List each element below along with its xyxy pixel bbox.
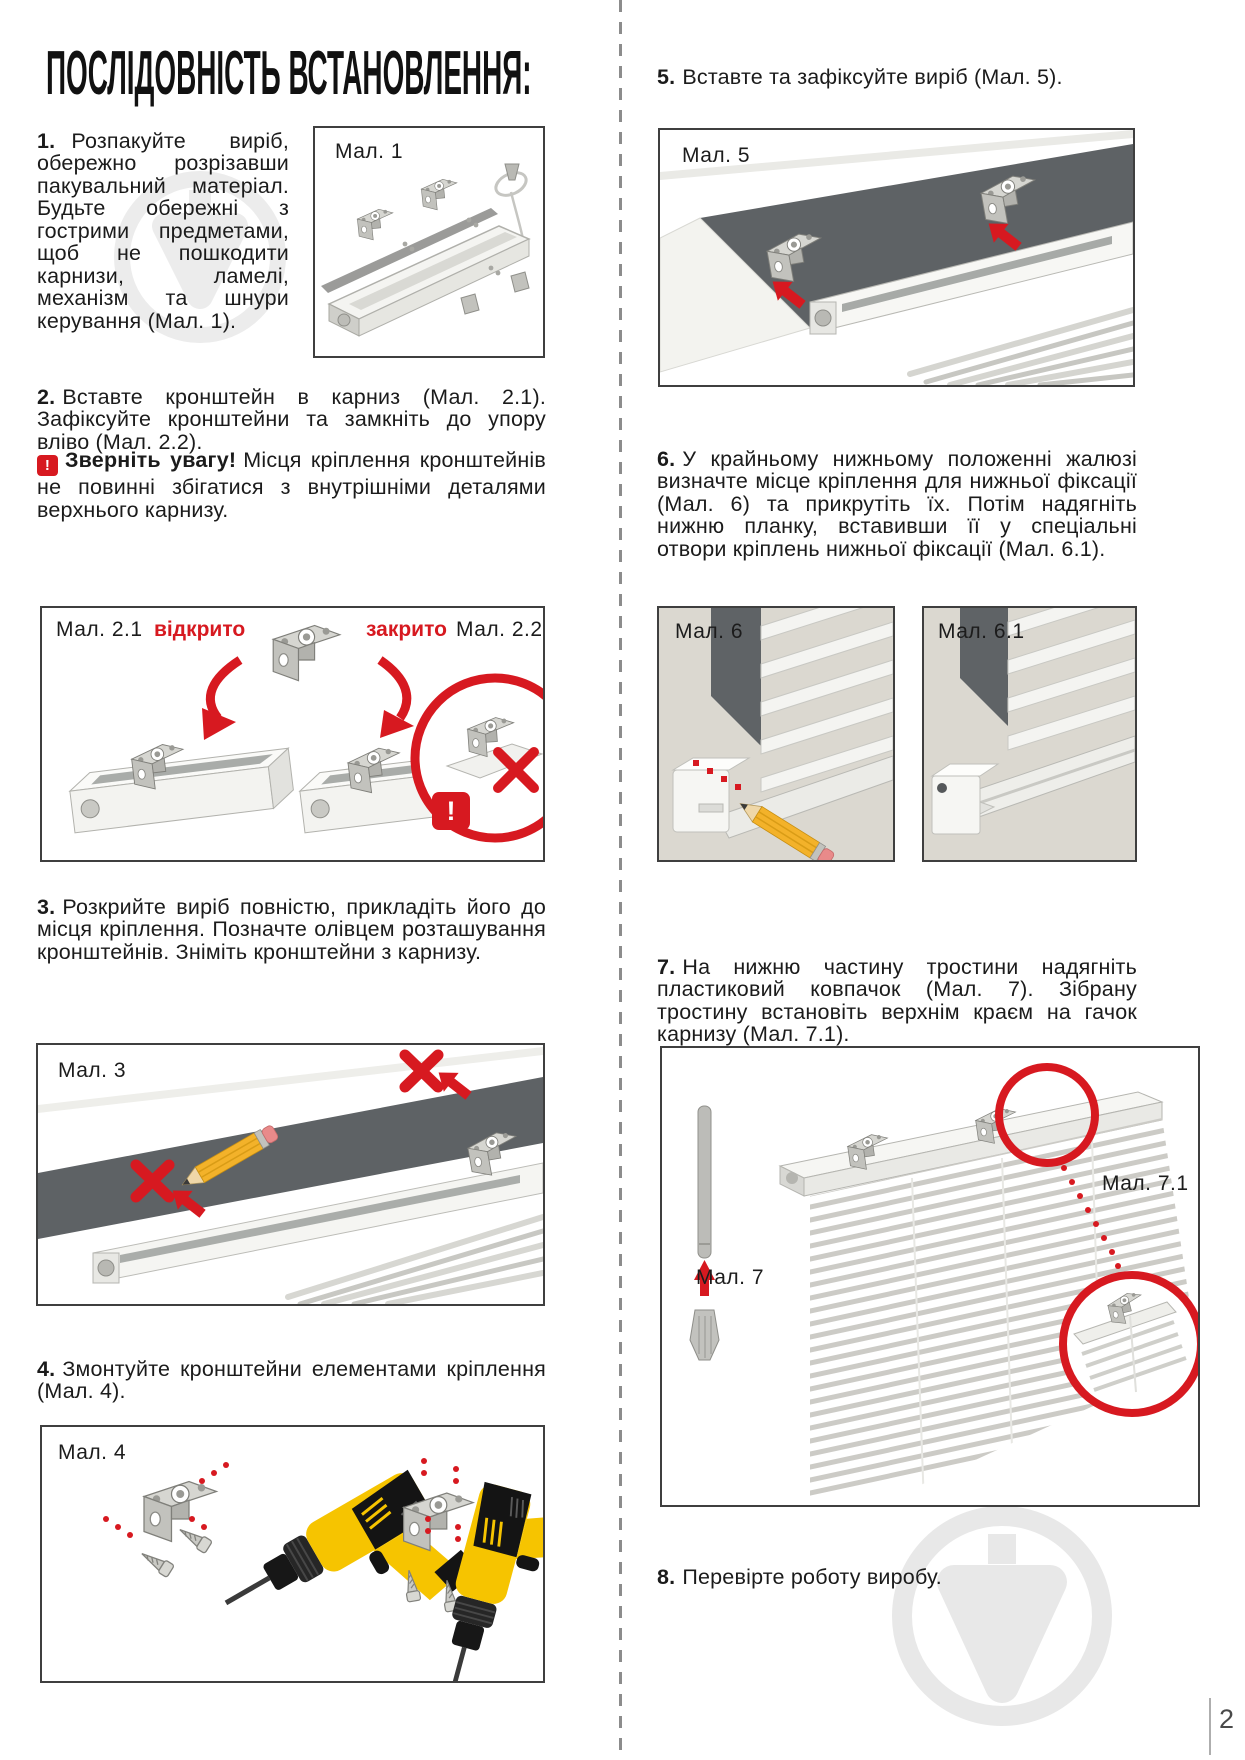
step-3-paragraph [37, 896, 546, 964]
step-5-paragraph [657, 66, 1137, 89]
step-8-text: Перевірте роботу виробу. [682, 1564, 942, 1589]
open-label: відкрито [154, 618, 246, 641]
step-2-text: Вставте кронштейн в карниз (Мал. 2.1). Зафіксуйте кронштейни та замкніть до упору вліво (Мал. 2.2). [37, 384, 546, 454]
step-6-text: У крайньому нижньому положенні жалюзі визначте місце кріплення для нижньої фіксації (Мал. 6) та прикрутіть їх. Потім надягніть нижню планку, вставивши її у спеціальні отвори кріплень нижньої фіксації (Мал. 6.1). [657, 446, 1137, 561]
figure-6-1-illustration [924, 608, 1135, 860]
column-divider [619, 0, 622, 1760]
figure-7-1-caption: Мал. 7.1 [1102, 1172, 1189, 1195]
note-label: Зверніть увагу! [65, 447, 237, 472]
figure-3-caption: Мал. 3 [58, 1059, 127, 1082]
cone-part [505, 164, 519, 180]
step-7-text: На нижню частину тростини надягніть пластиковий ковпачок (Мал. 7). Зібрану тростину встановіть верхнім краєм на гачок карнизу (Мал. 7.1). [657, 954, 1137, 1046]
blind-slats [1008, 608, 1135, 750]
bracket-icon [421, 178, 460, 211]
step-3-text: Розкрийте виріб повністю, прикладіть його до місця кріплення. Позначте олівцем розташування кронштейнів. Зніміть кронштейни з карнизу. [37, 894, 546, 964]
wedge-part [461, 294, 479, 314]
cornice-open [66, 729, 296, 832]
figure-4-illustration [42, 1427, 543, 1681]
step-7-paragraph [657, 956, 1137, 1046]
plastic-cap [690, 1310, 719, 1360]
figure-1 [313, 126, 545, 358]
step-6-number: 6. [657, 446, 676, 471]
bracket-icon [273, 626, 340, 681]
figure-7-caption: Мал. 7 [696, 1266, 765, 1289]
step-4-number: 4. [37, 1356, 56, 1381]
step-1-paragraph [37, 130, 289, 333]
note-text: Місця кріплення кронштейнів не повинні збігатися з внутрішніми деталями верхнього карнизу. [37, 447, 546, 522]
screw-icon [176, 1524, 212, 1554]
step-8-paragraph [657, 1566, 1137, 1589]
figure-7 [660, 1046, 1200, 1507]
step-2-number: 2. [37, 384, 56, 409]
warning-icon: ! [37, 455, 58, 476]
figure-5-illustration [660, 130, 1133, 385]
figure-3-illustration [38, 1045, 543, 1304]
step-4-text: Змонтуйте кронштейни елементами кріплення (Мал. 4). [37, 1356, 546, 1403]
blind-slats [910, 310, 1133, 385]
step-5-number: 5. [657, 64, 676, 89]
bracket-icon [357, 208, 396, 241]
figure-2-1-caption: Мал. 2.1 [56, 618, 143, 641]
step-2-paragraph [37, 386, 546, 454]
closed-label: закрито [366, 618, 447, 641]
step-7-number: 7. [657, 954, 676, 979]
figure-5-caption: Мал. 5 [682, 144, 751, 167]
figure-6-1 [922, 606, 1137, 862]
bracket-icon [144, 1482, 217, 1542]
step-8-number: 8. [657, 1564, 676, 1589]
figure-4-caption: Мал. 4 [58, 1441, 127, 1464]
step-3-number: 3. [37, 894, 56, 919]
figure-6-caption: Мал. 6 [675, 620, 744, 643]
red-arrow-icon [202, 660, 240, 740]
figure-4 [40, 1425, 545, 1683]
step-6-paragraph [657, 448, 1137, 561]
page-title: ПОСЛІДОВНІСТЬ ВСТАНОВЛЕННЯ: [46, 39, 532, 108]
figure-6-1-caption: Мал. 6.1 [938, 620, 1025, 643]
wedge-part [511, 272, 529, 292]
warning-icon: ! [432, 792, 470, 830]
step-1-text: Розпакуйте виріб, обережно розрізавши пакувальний матеріал. Будьте обережні з гострими предметами, щоб не пошкодити карнизи, ламелі, механізм та шнури керування (Мал. 1). [37, 128, 289, 333]
page-number: 2 [1219, 1704, 1235, 1734]
rail-shadow-line [976, 750, 1135, 804]
step-4-paragraph [37, 1358, 546, 1403]
screw-icon [138, 1548, 174, 1578]
attention-note [37, 449, 546, 522]
figure-2 [40, 606, 545, 862]
magnifier-circle [1063, 1275, 1198, 1413]
red-arrow-icon [380, 660, 414, 738]
brand-watermark-bottom [880, 1500, 1125, 1745]
red-cross-icon [405, 1055, 438, 1087]
figure-1-caption: Мал. 1 [335, 140, 404, 163]
figure-6 [657, 606, 895, 862]
page-number-divider [1209, 1698, 1211, 1755]
figure-2-2-caption: Мал. 2.2 [456, 618, 543, 641]
figure-6-illustration [659, 608, 893, 860]
step-5-text: Вставте та зафіксуйте виріб (Мал. 5). [682, 64, 1063, 89]
figure-3 [36, 1043, 545, 1306]
figure-5 [658, 128, 1135, 387]
tilt-wand [698, 1106, 711, 1258]
step-1-number: 1. [37, 128, 56, 153]
